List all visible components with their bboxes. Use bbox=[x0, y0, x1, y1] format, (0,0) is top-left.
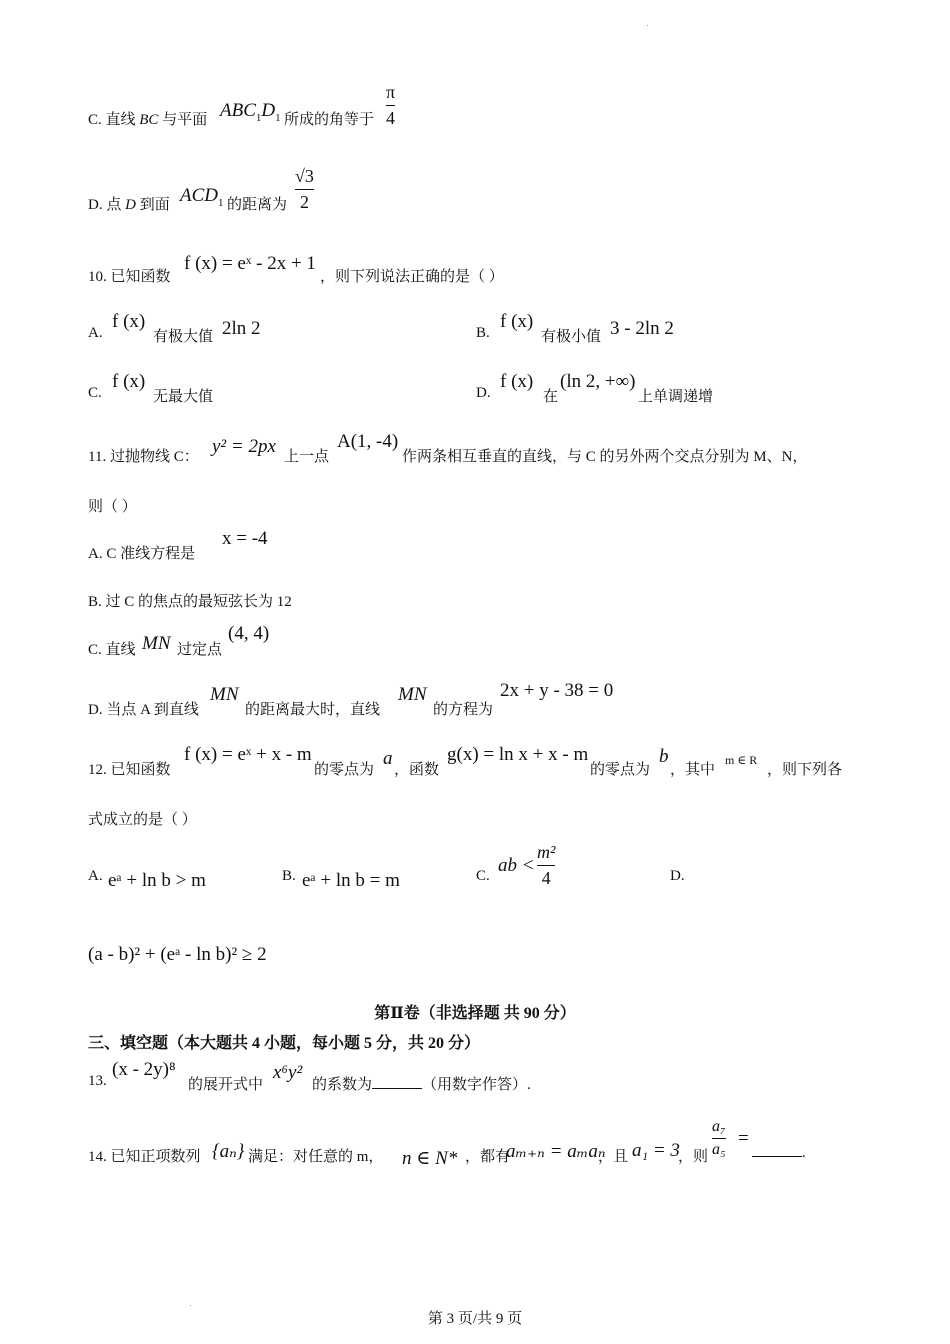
q9d-fraction bbox=[295, 166, 314, 213]
q10-stem-prefix: 10. 已知函数 bbox=[88, 269, 171, 285]
q14-equals: = bbox=[738, 1128, 749, 1149]
q10-b-func: f (x) bbox=[500, 311, 534, 332]
section-subtitle: 三、填空题（本大题共 4 小题，每小题 5 分，共 20 分） bbox=[88, 1035, 481, 1052]
q14-answer-blank[interactable] bbox=[752, 1155, 802, 1157]
q9d-mid: 到面 bbox=[139, 197, 170, 213]
q14-frac-den: a₅ bbox=[712, 1141, 726, 1158]
q12-a-math: eᵃ + ln b > m bbox=[108, 870, 206, 891]
q10-a-func: f (x) bbox=[112, 311, 146, 332]
q11-stem-suffix: 作两条相互垂直的直线，与 C 的另外两个交点分别为 M、N， bbox=[402, 449, 808, 465]
q12-c-label: C. bbox=[476, 868, 490, 884]
q14-condition: n ∈ N* bbox=[402, 1148, 458, 1169]
q11-parabola: y² = 2px bbox=[212, 436, 276, 457]
q10-b-text: 有极小值 bbox=[541, 329, 602, 345]
q9d-plane bbox=[180, 185, 224, 209]
q12-line2: 式成立的是（ ） bbox=[88, 812, 197, 828]
q11-stem-line2: 则（ ） bbox=[88, 499, 137, 515]
q10-b-value: 3 - 2ln 2 bbox=[610, 318, 674, 339]
q14-end: . bbox=[802, 1145, 806, 1161]
q14-initial: a₁ = 3 bbox=[632, 1140, 680, 1161]
q9c-suffix: 所成的角等于 bbox=[284, 112, 375, 128]
scan-dot bbox=[647, 25, 648, 26]
q13-term: x⁶y² bbox=[273, 1062, 303, 1083]
scan-dot bbox=[190, 1305, 191, 1306]
q9c-frac-den: 4 bbox=[386, 108, 396, 128]
q9d-frac-num: √3 bbox=[295, 166, 314, 186]
q10-b-label: B. bbox=[476, 325, 490, 341]
q12-d-math: (a - b)² + (eᵃ - ln b)² ≥ 2 bbox=[88, 944, 267, 965]
q13-prefix: 13. bbox=[88, 1073, 107, 1089]
q12-tail: ，则下列各 bbox=[767, 762, 843, 778]
q10-a-label: A. bbox=[88, 325, 103, 341]
q9d-frac-den: 2 bbox=[299, 192, 309, 212]
q9c-sub2: 1 bbox=[275, 111, 281, 124]
q14-relation: aₘ₊ₙ = aₘaₙ bbox=[506, 1141, 606, 1162]
q9-option-d bbox=[88, 193, 170, 214]
q11-c-line: MN bbox=[142, 633, 171, 654]
q12-mid2: ，函数 bbox=[394, 762, 440, 778]
q10-d-tail: 上单调递增 bbox=[638, 389, 714, 405]
q12-f: f (x) = eˣ + x - m bbox=[184, 744, 312, 765]
q13-binomial: (x - 2y)⁸ bbox=[112, 1059, 176, 1080]
q14-mid4: ，则 bbox=[678, 1149, 709, 1165]
section-title: 第Ⅱ卷（非选择题 共 90 分） bbox=[374, 1005, 576, 1022]
q14-mid3: ，且 bbox=[598, 1149, 629, 1165]
q11-d-mid2: 的方程为 bbox=[433, 702, 494, 718]
q14-fraction bbox=[712, 1118, 726, 1159]
q10-d-interval: (ln 2, +∞) bbox=[560, 371, 636, 392]
q11-c-text: C. 直线 bbox=[88, 642, 136, 658]
q11-d-mid: 的距离最大时，直线 bbox=[245, 702, 381, 718]
q12-c-frac-num: m² bbox=[537, 842, 556, 862]
q14-frac-num: a₇ bbox=[712, 1118, 726, 1135]
q14-prefix: 14. 已知正项数列 bbox=[88, 1149, 201, 1165]
q12-c-math: ab < bbox=[498, 855, 535, 876]
q9c-plane-d: D bbox=[261, 100, 276, 121]
q9d-sub1: 1 bbox=[218, 196, 224, 209]
q9c-mid: 与平面 bbox=[162, 112, 208, 128]
q13-answer-blank[interactable] bbox=[372, 1087, 422, 1089]
q11-d-line1: MN bbox=[210, 684, 239, 705]
q11-a-text: A. C 准线方程是 bbox=[88, 546, 196, 562]
q12-a-label: A. bbox=[88, 868, 103, 884]
q11-stem-prefix: 11. 过抛物线 C： bbox=[88, 449, 199, 465]
q13-suffix: 的系数为 bbox=[312, 1077, 373, 1093]
q9c-prefix: C. 直线 bbox=[88, 112, 136, 128]
q14-answer-line bbox=[752, 1145, 806, 1162]
q14-mid1: 满足：对任意的 m， bbox=[248, 1149, 384, 1165]
page-number: 第 3 页/共 9 页 bbox=[427, 1311, 523, 1327]
q11-d-equation: 2x + y - 38 = 0 bbox=[500, 680, 614, 701]
q13-suffix-line bbox=[312, 1073, 531, 1094]
q12-c-frac-den: 4 bbox=[541, 868, 551, 888]
q9d-plane-acd: ACD bbox=[180, 185, 218, 206]
q9c-frac-num: π bbox=[386, 82, 396, 102]
q12-c-fraction bbox=[537, 842, 555, 889]
q10-d-func: f (x) bbox=[500, 371, 534, 392]
q12-b-label: B. bbox=[282, 868, 296, 884]
q9-option-c bbox=[88, 108, 207, 129]
q11-d-text: D. 当点 A 到直线 bbox=[88, 702, 199, 718]
q9d-point: D bbox=[125, 197, 136, 213]
q9d-suffix: 的距离为 bbox=[227, 197, 288, 213]
q11-d-line2: MN bbox=[398, 684, 427, 705]
q12-g: g(x) = ln x + x - m bbox=[447, 744, 589, 765]
q10-c-func: f (x) bbox=[112, 371, 146, 392]
q12-mid3: 的零点为 bbox=[590, 762, 651, 778]
q12-a: a bbox=[383, 748, 393, 769]
q11-stem-mid: 上一点 bbox=[284, 449, 330, 465]
q11-point: A(1, -4) bbox=[337, 431, 399, 452]
q11-a-math: x = -4 bbox=[222, 528, 268, 549]
q9c-fraction bbox=[386, 82, 395, 129]
q12-d-label: D. bbox=[670, 868, 685, 884]
q10-c-text: 无最大值 bbox=[153, 389, 214, 405]
q9c-plane bbox=[220, 100, 281, 124]
q12-mid4: ，其中 bbox=[670, 762, 716, 778]
q11-c-point: (4, 4) bbox=[228, 623, 270, 644]
q10-a-text: 有极大值 bbox=[153, 329, 214, 345]
q13-tail: （用数字作答）. bbox=[422, 1077, 531, 1093]
q14-mid2: ，都有 bbox=[465, 1149, 511, 1165]
q9d-prefix: D. 点 bbox=[88, 197, 122, 213]
q11-b-text: B. 过 C 的焦点的最短弦长为 12 bbox=[88, 594, 292, 610]
q11-c-mid: 过定点 bbox=[177, 642, 223, 658]
q9c-plane-abc: ABC bbox=[220, 100, 256, 121]
q10-d-text: 在 bbox=[543, 389, 559, 405]
q12-mid1: 的零点为 bbox=[314, 762, 375, 778]
q14-sequence: {aₙ} bbox=[212, 1141, 245, 1162]
q10-c-label: C. bbox=[88, 385, 102, 401]
q10-function: f (x) = eˣ - 2x + 1 bbox=[184, 253, 316, 274]
q13-mid: 的展开式中 bbox=[188, 1077, 264, 1093]
q12-m-cond: m ∈ R bbox=[725, 753, 758, 767]
q12-b: b bbox=[659, 746, 669, 767]
q10-stem-suffix: ，则下列说法正确的是（ ） bbox=[320, 269, 504, 285]
q9c-sub1: 1 bbox=[255, 111, 262, 124]
q9c-line: BC bbox=[139, 112, 159, 128]
q10-d-label: D. bbox=[476, 385, 491, 401]
q10-a-value: 2ln 2 bbox=[222, 318, 261, 339]
q12-b-math: eᵃ + ln b = m bbox=[302, 870, 400, 891]
q12-stem-prefix: 12. 已知函数 bbox=[88, 762, 171, 778]
